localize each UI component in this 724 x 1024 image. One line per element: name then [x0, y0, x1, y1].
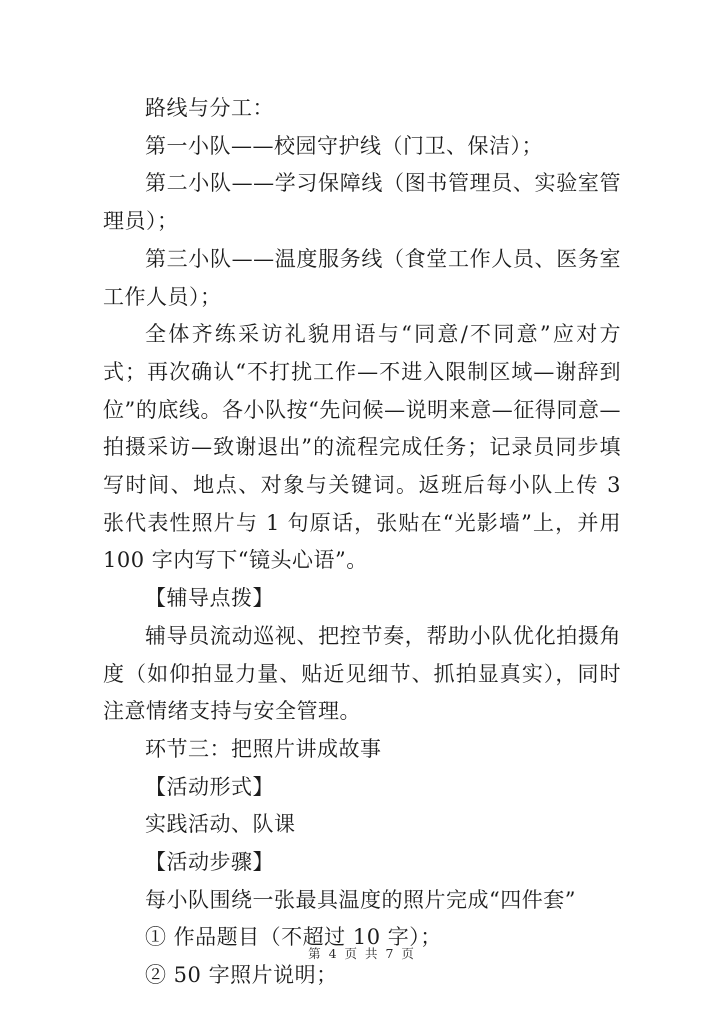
paragraph-activity-steps-heading: 【活动步骤】	[145, 850, 274, 875]
paragraph-team-2: 第二小队——学习保障线（图书管理员、实验室管理员）；	[103, 171, 621, 234]
document-body	[103, 90, 621, 995]
paragraph-coaching-heading: 【辅导点拨】	[145, 586, 274, 611]
page-footer: 第 4 页 共 7 页	[308, 946, 416, 961]
paragraph-route-heading: 路线与分工：	[145, 96, 274, 120]
paragraph-activity-form-body: 实践活动、队课	[145, 812, 296, 837]
paragraph-step-2: ② 50 字照片说明；	[145, 963, 338, 988]
paragraph-session-3-heading: 环节三：把照片讲成故事	[145, 736, 382, 761]
paragraph-interview-process: 全体齐练采访礼貌用语与“同意/不同意”应对方式；再次确认“不打扰工作—不进入限制区域—谢辞到位”的底线。各小队按“先问候—说明来意—征得同意—拍摄采访—致谢退出”的流程完成任务；记录员同步填写时间、地点、对象与关键词。返班后每小队上传 3 张代表性照片与 1 句原话，张贴在“光影墙”上，并用 100 字内写下“镜头心语”。	[103, 322, 621, 573]
paragraph-coaching-body: 辅导员流动巡视、把控节奏，帮助小队优化拍摄角度（如仰拍显力量、贴近见细节、抓拍显真实），同时注意情绪支持与安全管理。	[103, 623, 621, 724]
paragraph-team-3: 第三小队——温度服务线（食堂工作人员、医务室工作人员）；	[103, 246, 621, 309]
paragraph-four-piece-intro: 每小队围绕一张最具温度的照片完成“四件套”	[145, 887, 576, 912]
paragraph-team-1: 第一小队——校园守护线（门卫、保洁）；	[145, 133, 543, 158]
paragraph-step-1: ① 作品题目（不超过 10 字）；	[145, 925, 442, 950]
paragraph-activity-form-heading: 【活动形式】	[145, 774, 274, 799]
